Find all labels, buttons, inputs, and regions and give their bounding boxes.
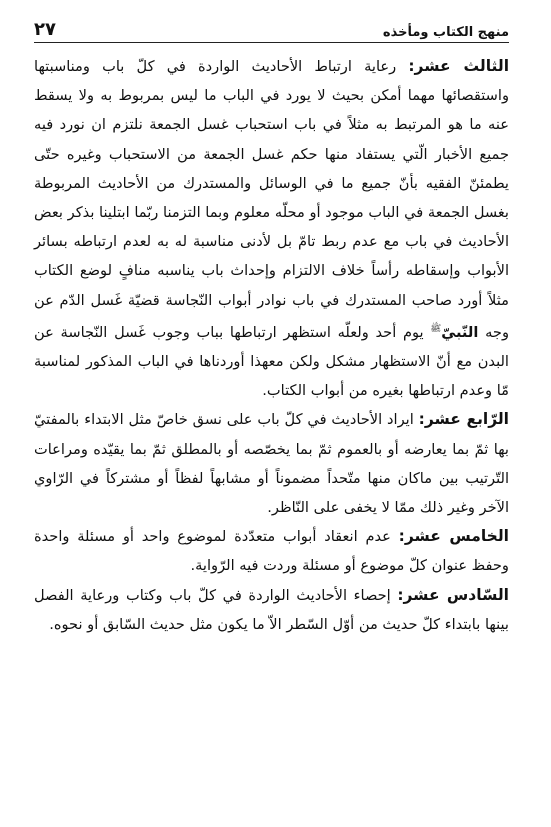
paragraph-text: يوم أحد ولعلّه استظهر ارتباطها بباب وجوب غَسل النّجاسة عن البدن مع أنّ الاستظهار مشكل ولكن معهذا أوردناها في الباب المذكور لمناسبة مّا وعدم ارتباطها بغيره من أبواب الكتاب. xyxy=(34,323,509,400)
paragraph-heading: الرّابع عشر: xyxy=(418,410,509,429)
header-rule xyxy=(34,42,509,43)
emphasized-word: النّبيّ xyxy=(441,323,479,341)
paragraph-heading: الثالث عشر: xyxy=(408,57,510,75)
paragraph-text: ايراد الأحاديث في كلّ باب على نسق خاصّ مثل الابتداء بالمفتيّ بها ثمّ بما يعارضه أو بالعموم ثمّ بما يخصّصه أو بالمطلق ثمّ بما يقيّده ومراعات التّرتيب بين ماكان منها متّحداً مضموناً أو مشابهاً لفظاً أو مشتركاً في الرّاوي الآخر وغير ذلك ممّا لا يخفى على النّاظر. xyxy=(34,411,509,516)
paragraph-heading: السّادس عشر: xyxy=(397,585,509,604)
honorific-symbol: ﷺ xyxy=(430,323,442,334)
running-title: منهج الكتاب ومأخذه xyxy=(382,25,509,40)
paragraph-heading: الخامس عشر: xyxy=(398,527,509,546)
paragraph-14 xyxy=(34,405,509,522)
paragraph-text: رعاية ارتباط الأحاديث الواردة في كلّ باب ومناسبتها واستقصائها مهما أمكن بحيث لا يورد في الباب ما ليس بمربوط به ولا يسقط عنه ما هو المرتبط به مثلاً في باب استحباب غسل الجمعة نلتزم ان نورد فيه جميع الأخبار الّتي يستفاد منها حكم غسل الجمعة من الاستحباب وغيره حتّى يطمئنّ الفقيه بأنّ جميع ما في الوسائل والمستدرك من الأحاديث المربوطة بغسل الجمعة في الباب موجود أو محلّه معلوم وبما التزمنا ربّما ابتلينا بذكر بعض الأحاديث في باب مع عدم ربط تامّ بل لأدنى مناسبة له به لعدم ارتباطه بسائر الأبواب وإسقاطه رأساً خلاف الالتزام وإحداث باب يناسبه منافٍ لوضع الكتاب مثلاً أورد صاحب المستدرك في باب نوادر أبواب النّجاسة قضيّة غَسل الدّم عن وجه xyxy=(34,58,509,341)
page-number: ٢٧ xyxy=(34,19,56,40)
paragraph-16 xyxy=(34,581,509,639)
paragraph-text: عدم انعقاد أبواب متعدّدة لموضوع واحد أو مسئلة واحدة وحفظ عنوان كلّ موضوع أو مسئلة وردت فيه الرّواية. xyxy=(34,528,509,575)
paragraph-15 xyxy=(34,522,509,580)
paragraph-13 xyxy=(34,52,509,405)
paragraph-text: إحصاء الأحاديث الواردة في كلّ باب وكتاب ورعاية الفصل بينها بابتداء كلّ حديث من أوّل السّطر الاّ ما يكون مثل حديث السّابق أو نحوه. xyxy=(34,586,509,633)
body-text xyxy=(34,52,509,639)
running-header xyxy=(34,14,509,40)
